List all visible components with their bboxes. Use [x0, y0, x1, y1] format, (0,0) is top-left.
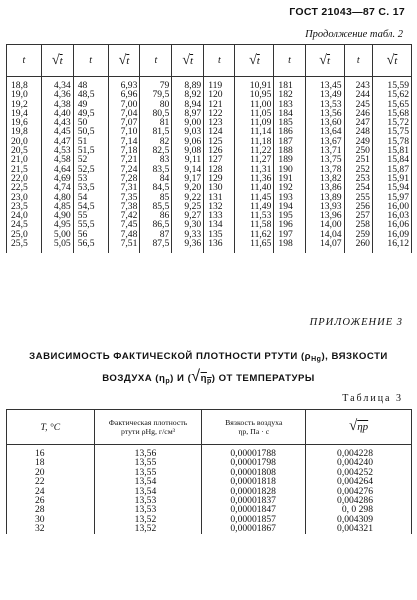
cell-sqrt-value: 8,94 — [172, 100, 204, 109]
cell-t-value: 124 — [204, 127, 235, 136]
cell-sqrt-value: 11,22 — [235, 146, 274, 155]
cell-temperature: 22 — [7, 477, 95, 486]
cell-sqrt-value: 11,09 — [235, 118, 274, 127]
cell-temperature: 32 — [7, 524, 95, 533]
cell-t-value: 23,5 — [7, 202, 42, 211]
col-sqrt-t-1: √t — [41, 45, 73, 77]
cell-sqrt-value: 13,60 — [305, 118, 344, 127]
cell-t-value: 251 — [344, 155, 372, 164]
col-mercury-density: Фактическая плотность ртути ρHg, г/см³ — [94, 410, 202, 445]
cell-sqrt-value: 11,31 — [235, 165, 274, 174]
cell-t-value: 19,8 — [7, 127, 42, 136]
cell-sqrt-value: 7,24 — [108, 165, 140, 174]
cell-sqrt-value: 11,49 — [235, 202, 274, 211]
cell-sqrt-value: 11,65 — [235, 239, 274, 253]
cell-t-value: 54 — [73, 193, 108, 202]
cell-t-value: 80,5 — [140, 109, 172, 118]
cell-t-value: 125 — [204, 137, 235, 146]
cell-t-value: 245 — [344, 100, 372, 109]
cell-t-value: 196 — [274, 220, 305, 229]
cell-t-value: 48 — [73, 77, 108, 91]
cell-sqrt-value: 4,34 — [41, 77, 73, 91]
cell-t-value: 52 — [73, 155, 108, 164]
cell-t-value: 185 — [274, 118, 305, 127]
cell-sqrt-value: 8,89 — [172, 77, 204, 91]
appendix-label: ПРИЛОЖЕНИЕ 3 — [309, 317, 403, 328]
cell-t-value: 21,5 — [7, 165, 42, 174]
cell-t-value: 132 — [204, 202, 235, 211]
cell-density: 13,56 — [94, 445, 202, 459]
cell-sqrt-value: 15,91 — [372, 174, 411, 183]
cell-sqrt-value: 13,86 — [305, 183, 344, 192]
cell-sqrt-value: 4,64 — [41, 165, 73, 174]
cell-t-value: 22,0 — [7, 174, 42, 183]
cell-temperature: 28 — [7, 505, 95, 514]
cell-t-value: 19,4 — [7, 109, 42, 118]
cell-t-value: 134 — [204, 220, 235, 229]
cell-sqrt-value: 9,33 — [172, 230, 204, 239]
cell-t-value: 250 — [344, 146, 372, 155]
cell-t-value: 53 — [73, 174, 108, 183]
cell-sqrt-value: 16,00 — [372, 202, 411, 211]
table-row — [7, 445, 412, 459]
cell-sqrt-value: 7,04 — [108, 109, 140, 118]
cell-t-value: 183 — [274, 100, 305, 109]
sqrt-table-header-row — [7, 45, 412, 77]
cell-sqrt-viscosity: 0,004240 — [306, 458, 412, 467]
cell-sqrt-value: 7,42 — [108, 211, 140, 220]
cell-sqrt-value: 11,14 — [235, 127, 274, 136]
section-heading — [0, 348, 417, 390]
cell-sqrt-value: 8,92 — [172, 90, 204, 99]
cell-t-value: 187 — [274, 137, 305, 146]
cell-density: 13,55 — [94, 458, 202, 467]
cell-temperature: 20 — [7, 468, 95, 477]
cell-sqrt-value: 11,27 — [235, 155, 274, 164]
cell-t-value: 193 — [274, 193, 305, 202]
cell-sqrt-value: 15,78 — [372, 137, 411, 146]
cell-t-value: 49 — [73, 100, 108, 109]
cell-t-value: 56,5 — [73, 239, 108, 253]
cell-t-value: 81 — [140, 118, 172, 127]
cell-sqrt-value: 13,49 — [305, 90, 344, 99]
cell-t-value: 56 — [73, 230, 108, 239]
cell-sqrt-viscosity: 0,004276 — [306, 487, 412, 496]
cell-t-value: 87 — [140, 230, 172, 239]
cell-t-value: 79 — [140, 77, 172, 91]
cell-sqrt-value: 4,58 — [41, 155, 73, 164]
cell-sqrt-value: 13,45 — [305, 77, 344, 91]
cell-sqrt-viscosity: 0,004252 — [306, 468, 412, 477]
cell-sqrt-value: 9,11 — [172, 155, 204, 164]
col-sqrt-t-2: √t — [108, 45, 140, 77]
cell-t-value: 253 — [344, 174, 372, 183]
cell-sqrt-value: 7,10 — [108, 127, 140, 136]
cell-t-value: 182 — [274, 90, 305, 99]
col-sqrt-t-4: √t — [235, 45, 274, 77]
cell-t-value: 256 — [344, 202, 372, 211]
cell-sqrt-viscosity: 0,004286 — [306, 496, 412, 505]
cell-t-value: 190 — [274, 165, 305, 174]
standard-page-header: ГОСТ 21043—87 С. 17 — [289, 6, 405, 18]
cell-sqrt-value: 4,74 — [41, 183, 73, 192]
cell-t-value: 129 — [204, 174, 235, 183]
table-row — [7, 77, 412, 91]
cell-t-value: 258 — [344, 220, 372, 229]
sqrt-table-body — [7, 77, 412, 254]
cell-sqrt-value: 4,45 — [41, 127, 73, 136]
cell-density: 13,53 — [94, 505, 202, 514]
temperature-table — [6, 409, 412, 534]
cell-t-value: 191 — [274, 174, 305, 183]
cell-t-value: 128 — [204, 165, 235, 174]
cell-t-value: 80 — [140, 100, 172, 109]
cell-sqrt-value: 7,28 — [108, 174, 140, 183]
cell-t-value: 248 — [344, 127, 372, 136]
cell-t-value: 85 — [140, 193, 172, 202]
cell-sqrt-value: 9,36 — [172, 239, 204, 253]
cell-sqrt-viscosity: 0, 0 298 — [306, 505, 412, 514]
cell-t-value: 23,0 — [7, 193, 42, 202]
cell-sqrt-value: 9,30 — [172, 220, 204, 229]
cell-t-value: 181 — [274, 77, 305, 91]
cell-t-value: 136 — [204, 239, 235, 253]
cell-sqrt-value: 13,78 — [305, 165, 344, 174]
cell-sqrt-value: 4,53 — [41, 146, 73, 155]
cell-sqrt-value: 8,97 — [172, 109, 204, 118]
cell-sqrt-value: 7,35 — [108, 193, 140, 202]
cell-t-value: 19,6 — [7, 118, 42, 127]
cell-temperature: 24 — [7, 487, 95, 496]
cell-t-value: 18,8 — [7, 77, 42, 91]
cell-t-value: 123 — [204, 118, 235, 127]
table-row — [7, 239, 412, 253]
cell-sqrt-value: 4,43 — [41, 118, 73, 127]
cell-t-value: 52,5 — [73, 165, 108, 174]
cell-t-value: 252 — [344, 165, 372, 174]
cell-t-value: 131 — [204, 193, 235, 202]
cell-sqrt-value: 13,93 — [305, 202, 344, 211]
cell-t-value: 24,0 — [7, 211, 42, 220]
cell-sqrt-value: 7,18 — [108, 146, 140, 155]
cell-t-value: 83 — [140, 155, 172, 164]
col-sqrt-t-6: √t — [372, 45, 411, 77]
cell-sqrt-value: 15,75 — [372, 127, 411, 136]
cell-t-value: 82,5 — [140, 146, 172, 155]
cell-viscosity: 0,00001818 — [202, 477, 306, 486]
cell-t-value: 260 — [344, 239, 372, 253]
cell-t-value: 195 — [274, 211, 305, 220]
cell-temperature: 30 — [7, 515, 95, 524]
cell-sqrt-value: 14,04 — [305, 230, 344, 239]
cell-t-value: 86,5 — [140, 220, 172, 229]
cell-sqrt-value: 13,64 — [305, 127, 344, 136]
cell-sqrt-value: 9,06 — [172, 137, 204, 146]
cell-sqrt-value: 15,65 — [372, 100, 411, 109]
sqrt-table — [6, 44, 412, 253]
cell-sqrt-value: 11,58 — [235, 220, 274, 229]
cell-t-value: 244 — [344, 90, 372, 99]
cell-t-value: 130 — [204, 183, 235, 192]
cell-sqrt-value: 4,38 — [41, 100, 73, 109]
cell-t-value: 122 — [204, 109, 235, 118]
cell-viscosity: 0,00001828 — [202, 487, 306, 496]
cell-sqrt-value: 13,96 — [305, 211, 344, 220]
cell-t-value: 85,5 — [140, 202, 172, 211]
cell-sqrt-value: 4,80 — [41, 193, 73, 202]
cell-sqrt-value: 15,59 — [372, 77, 411, 91]
cell-sqrt-value: 9,17 — [172, 174, 204, 183]
cell-t-value: 25,0 — [7, 230, 42, 239]
cell-sqrt-value: 9,25 — [172, 202, 204, 211]
cell-t-value: 19,2 — [7, 100, 42, 109]
cell-sqrt-value: 4,90 — [41, 211, 73, 220]
cell-t-value: 22,5 — [7, 183, 42, 192]
cell-t-value: 127 — [204, 155, 235, 164]
cell-t-value: 86 — [140, 211, 172, 220]
cell-t-value: 257 — [344, 211, 372, 220]
cell-sqrt-value: 15,68 — [372, 109, 411, 118]
cell-sqrt-value: 15,62 — [372, 90, 411, 99]
cell-density: 13,55 — [94, 468, 202, 477]
col-sqrt-t-5: √t — [305, 45, 344, 77]
cell-sqrt-value: 13,71 — [305, 146, 344, 155]
cell-sqrt-value: 11,53 — [235, 211, 274, 220]
cell-density: 13,52 — [94, 515, 202, 524]
cell-sqrt-viscosity: 0,004264 — [306, 477, 412, 486]
cell-sqrt-value: 15,94 — [372, 183, 411, 192]
cell-sqrt-value: 7,07 — [108, 118, 140, 127]
cell-t-value: 246 — [344, 109, 372, 118]
cell-density: 13,53 — [94, 496, 202, 505]
col-t-2: t — [73, 45, 108, 77]
temperature-table-header-row — [7, 410, 412, 445]
cell-t-value: 133 — [204, 211, 235, 220]
cell-t-value: 126 — [204, 146, 235, 155]
cell-sqrt-value: 15,81 — [372, 146, 411, 155]
col-t-6: t — [344, 45, 372, 77]
cell-t-value: 79,5 — [140, 90, 172, 99]
cell-sqrt-value: 7,00 — [108, 100, 140, 109]
cell-t-value: 20,0 — [7, 137, 42, 146]
cell-t-value: 184 — [274, 109, 305, 118]
cell-sqrt-value: 4,40 — [41, 109, 73, 118]
col-t-4: t — [204, 45, 235, 77]
col-t-5: t — [274, 45, 305, 77]
cell-t-value: 247 — [344, 118, 372, 127]
table-row — [7, 524, 412, 533]
cell-t-value: 87,5 — [140, 239, 172, 253]
cell-temperature: 16 — [7, 445, 95, 459]
cell-t-value: 21,0 — [7, 155, 42, 164]
table3-label: Таблица 3 — [342, 393, 403, 404]
cell-sqrt-value: 16,12 — [372, 239, 411, 253]
cell-t-value: 198 — [274, 239, 305, 253]
cell-sqrt-value: 15,87 — [372, 165, 411, 174]
cell-sqrt-value: 6,93 — [108, 77, 140, 91]
cell-density: 13,52 — [94, 524, 202, 533]
cell-t-value: 186 — [274, 127, 305, 136]
cell-sqrt-value: 11,45 — [235, 193, 274, 202]
cell-sqrt-value: 13,82 — [305, 174, 344, 183]
cell-t-value: 135 — [204, 230, 235, 239]
col-temperature: T, °C — [7, 410, 95, 445]
col-sqrt-t-3: √t — [172, 45, 204, 77]
table2-continuation-label: Продолжение табл. 2 — [305, 29, 403, 40]
cell-sqrt-value: 7,21 — [108, 155, 140, 164]
cell-t-value: 50 — [73, 118, 108, 127]
cell-viscosity: 0,00001788 — [202, 445, 306, 459]
cell-sqrt-value: 4,47 — [41, 137, 73, 146]
cell-t-value: 254 — [344, 183, 372, 192]
cell-t-value: 81,5 — [140, 127, 172, 136]
cell-sqrt-value: 7,31 — [108, 183, 140, 192]
cell-sqrt-value: 10,91 — [235, 77, 274, 91]
cell-t-value: 82 — [140, 137, 172, 146]
cell-t-value: 84 — [140, 174, 172, 183]
cell-viscosity: 0,00001808 — [202, 468, 306, 477]
cell-sqrt-value: 4,85 — [41, 202, 73, 211]
cell-t-value: 50,5 — [73, 127, 108, 136]
cell-sqrt-value: 5,00 — [41, 230, 73, 239]
cell-t-value: 51,5 — [73, 146, 108, 155]
col-sqrt-viscosity: √ηp — [306, 410, 412, 445]
cell-sqrt-value: 11,62 — [235, 230, 274, 239]
cell-t-value: 188 — [274, 146, 305, 155]
cell-sqrt-value: 11,00 — [235, 100, 274, 109]
cell-sqrt-value: 15,84 — [372, 155, 411, 164]
cell-sqrt-value: 9,03 — [172, 127, 204, 136]
cell-sqrt-value: 15,97 — [372, 193, 411, 202]
cell-viscosity: 0,00001867 — [202, 524, 306, 533]
cell-t-value: 249 — [344, 137, 372, 146]
cell-sqrt-value: 16,06 — [372, 220, 411, 229]
cell-t-value: 53,5 — [73, 183, 108, 192]
cell-sqrt-value: 15,72 — [372, 118, 411, 127]
cell-t-value: 120 — [204, 90, 235, 99]
col-t-3: t — [140, 45, 172, 77]
cell-t-value: 19,0 — [7, 90, 42, 99]
cell-sqrt-value: 13,75 — [305, 155, 344, 164]
cell-sqrt-value: 14,00 — [305, 220, 344, 229]
cell-sqrt-value: 9,27 — [172, 211, 204, 220]
cell-sqrt-value: 11,40 — [235, 183, 274, 192]
heading-line-2: ВОЗДУХА $(\eta_р)$ И $(√\eta_р)$ ОТ ТЕМПЕРАТУРЫ — [102, 368, 315, 385]
heading-line-1: ЗАВИСИМОСТЬ ФАКТИЧЕСКОЙ ПЛОТНОСТИ РТУТИ $(\rho_{Hg})$, ВЯЗКОСТИ — [29, 351, 388, 363]
cell-t-value: 194 — [274, 202, 305, 211]
cell-sqrt-value: 10,95 — [235, 90, 274, 99]
cell-t-value: 24,5 — [7, 220, 42, 229]
cell-sqrt-value: 7,48 — [108, 230, 140, 239]
cell-sqrt-value: 13,53 — [305, 100, 344, 109]
cell-sqrt-viscosity: 0,004321 — [306, 524, 412, 533]
cell-sqrt-value: 16,03 — [372, 211, 411, 220]
cell-temperature: 26 — [7, 496, 95, 505]
cell-temperature: 18 — [7, 458, 95, 467]
cell-sqrt-value: 9,20 — [172, 183, 204, 192]
cell-sqrt-value: 14,07 — [305, 239, 344, 253]
cell-t-value: 51 — [73, 137, 108, 146]
cell-t-value: 189 — [274, 155, 305, 164]
cell-density: 13,54 — [94, 487, 202, 496]
cell-sqrt-value: 9,00 — [172, 118, 204, 127]
cell-sqrt-value: 7,45 — [108, 220, 140, 229]
cell-t-value: 243 — [344, 77, 372, 91]
cell-sqrt-viscosity: 0,004309 — [306, 515, 412, 524]
cell-t-value: 119 — [204, 77, 235, 91]
cell-sqrt-value: 13,56 — [305, 109, 344, 118]
cell-t-value: 197 — [274, 230, 305, 239]
cell-sqrt-value: 9,08 — [172, 146, 204, 155]
cell-sqrt-value: 13,89 — [305, 193, 344, 202]
cell-t-value: 20,5 — [7, 146, 42, 155]
cell-viscosity: 0,00001847 — [202, 505, 306, 514]
temperature-table-body — [7, 445, 412, 534]
cell-sqrt-value: 4,95 — [41, 220, 73, 229]
cell-sqrt-value: 11,36 — [235, 174, 274, 183]
cell-t-value: 84,5 — [140, 183, 172, 192]
cell-t-value: 192 — [274, 183, 305, 192]
cell-sqrt-value: 9,14 — [172, 165, 204, 174]
cell-viscosity: 0,00001837 — [202, 496, 306, 505]
cell-t-value: 121 — [204, 100, 235, 109]
cell-viscosity: 0,00001798 — [202, 458, 306, 467]
cell-sqrt-value: 4,69 — [41, 174, 73, 183]
cell-sqrt-value: 7,38 — [108, 202, 140, 211]
cell-sqrt-value: 7,14 — [108, 137, 140, 146]
cell-t-value: 259 — [344, 230, 372, 239]
cell-sqrt-value: 16,09 — [372, 230, 411, 239]
cell-t-value: 83,5 — [140, 165, 172, 174]
cell-viscosity: 0,00001857 — [202, 515, 306, 524]
cell-sqrt-value: 5,05 — [41, 239, 73, 253]
cell-t-value: 255 — [344, 193, 372, 202]
cell-density: 13,54 — [94, 477, 202, 486]
cell-sqrt-value: 11,05 — [235, 109, 274, 118]
cell-sqrt-value: 4,36 — [41, 90, 73, 99]
cell-t-value: 48,5 — [73, 90, 108, 99]
col-t-1: t — [7, 45, 42, 77]
cell-t-value: 55 — [73, 211, 108, 220]
cell-t-value: 54,5 — [73, 202, 108, 211]
col-air-viscosity: Вязкость воздуха ηp, Па · с — [202, 410, 306, 445]
cell-sqrt-value: 13,67 — [305, 137, 344, 146]
cell-sqrt-value: 7,51 — [108, 239, 140, 253]
cell-t-value: 55,5 — [73, 220, 108, 229]
cell-sqrt-value: 6,96 — [108, 90, 140, 99]
cell-t-value: 49,5 — [73, 109, 108, 118]
cell-t-value: 25,5 — [7, 239, 42, 253]
cell-sqrt-value: 11,18 — [235, 137, 274, 146]
cell-sqrt-viscosity: 0,004228 — [306, 445, 412, 459]
cell-sqrt-value: 9,22 — [172, 193, 204, 202]
